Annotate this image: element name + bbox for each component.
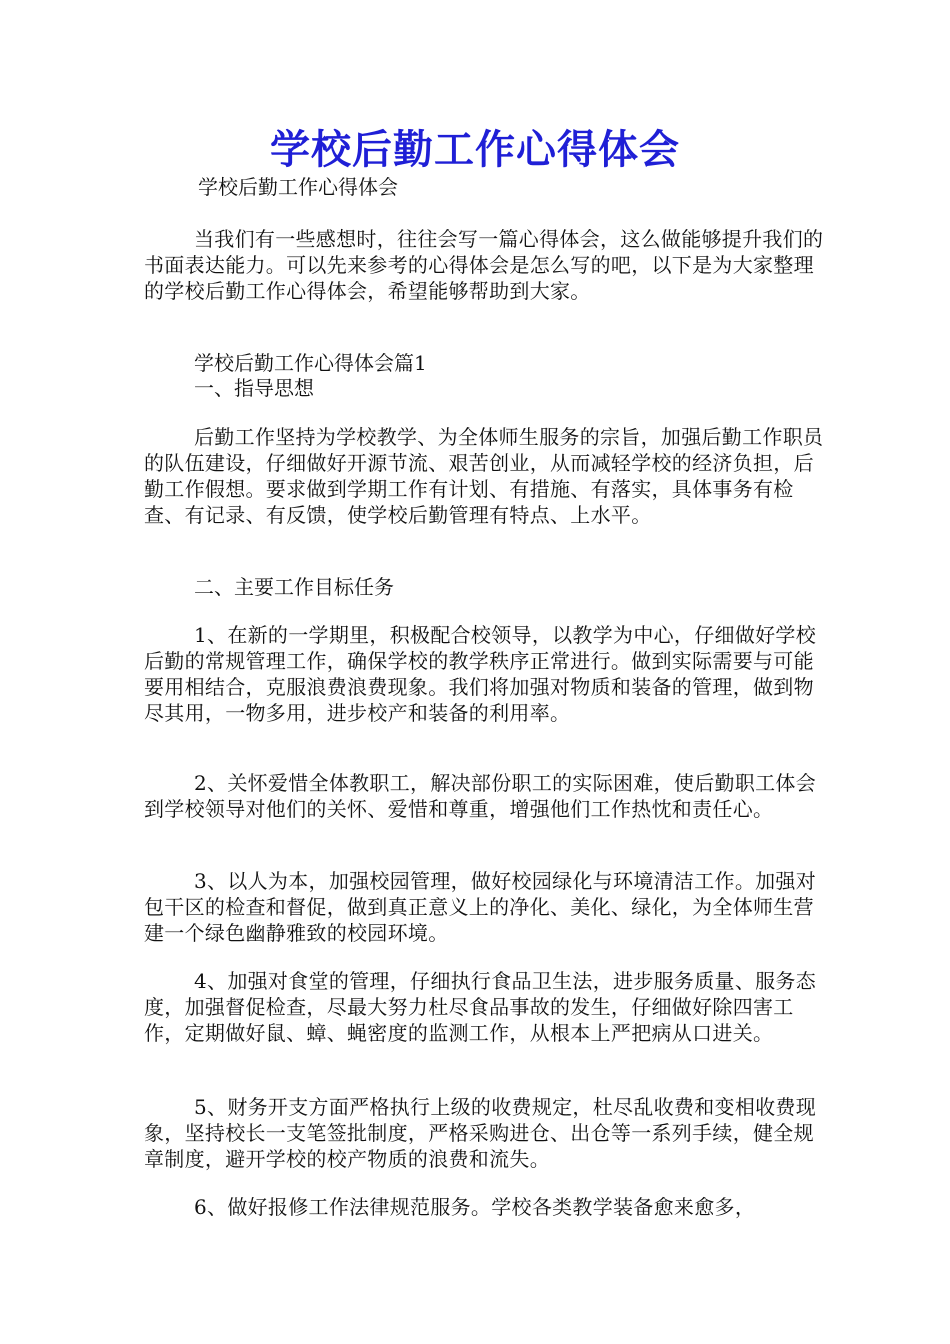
item-text: 6、做好报修工作法律规范服务。学校各类教学装备愈来愈多， [194, 1195, 756, 1219]
list-item [144, 968, 834, 1046]
section-title: 学校后勤工作心得体会篇1 [194, 351, 427, 375]
list-item [144, 868, 834, 946]
document-title: 学校后勤工作心得体会 [270, 126, 680, 173]
intro-paragraph [144, 226, 834, 304]
heading-guiding-thought: 一、指导思想 [194, 376, 314, 400]
item-text: 4、加强对食堂的管理，仔细执行食品卫生法，进步服务质量、服务态度，加强督促检查，尽最大努力杜尽食品事故的发生，仔细做好除四害工作，定期做好鼠、蟑、蝇密度的监测工作，从根本上严把病从口进关。 [144, 969, 817, 1045]
document-subtitle: 学校后勤工作心得体会 [198, 175, 398, 199]
item-text: 2、关怀爱惜全体教职工，解决部份职工的实际困难，使后勤职工体会到学校领导对他们的关怀、爱惜和尊重，增强他们工作热忱和责任心。 [144, 771, 817, 821]
item-text: 5、财务开支方面严格执行上级的收费规定，杜尽乱收费和变相收费现象，坚持校长一支笔签批制度，严格采购进仓、出仓等一系列手续，健全规章制度，避开学校的校产物质的浪费和流失。 [144, 1095, 817, 1171]
guiding-paragraph [144, 424, 834, 528]
list-item [144, 1194, 834, 1220]
item-text: 3、以人为本，加强校园管理，做好校园绿化与环境清洁工作。加强对包干区的检查和督促，做到真正意义上的净化、美化、绿化，为全体师生营建一个绿色幽静雅致的校园环境。 [144, 869, 817, 945]
heading-main-tasks: 二、主要工作目标任务 [194, 575, 394, 599]
list-item [144, 770, 834, 822]
guiding-text: 后勤工作坚持为学校教学、为全体师生服务的宗旨，加强后勤工作职员的队伍建设，仔细做好开源节流、艰苦创业，从而减轻学校的经济负担，后勤工作假想。要求做到学期工作有计划、有措施、有落实，具体事务有检查、有记录、有反馈，使学校后勤管理有特点、上水平。 [144, 425, 824, 527]
item-text: 1、在新的一学期里，积极配合校领导，以教学为中心，仔细做好学校后勤的常规管理工作，确保学校的教学秩序正常进行。做到实际需要与可能要用相结合，克服浪费浪费现象。我们将加强对物质和装备的管理，做到物尽其用，一物多用，进步校产和装备的利用率。 [144, 623, 817, 725]
intro-text: 当我们有一些感想时，往往会写一篇心得体会，这么做能够提升我们的书面表达能力。可以先来参考的心得体会是怎么写的吧，以下是为大家整理的学校后勤工作心得体会，希望能够帮助到大家。 [144, 227, 824, 303]
list-item [144, 622, 834, 726]
list-item [144, 1094, 834, 1172]
